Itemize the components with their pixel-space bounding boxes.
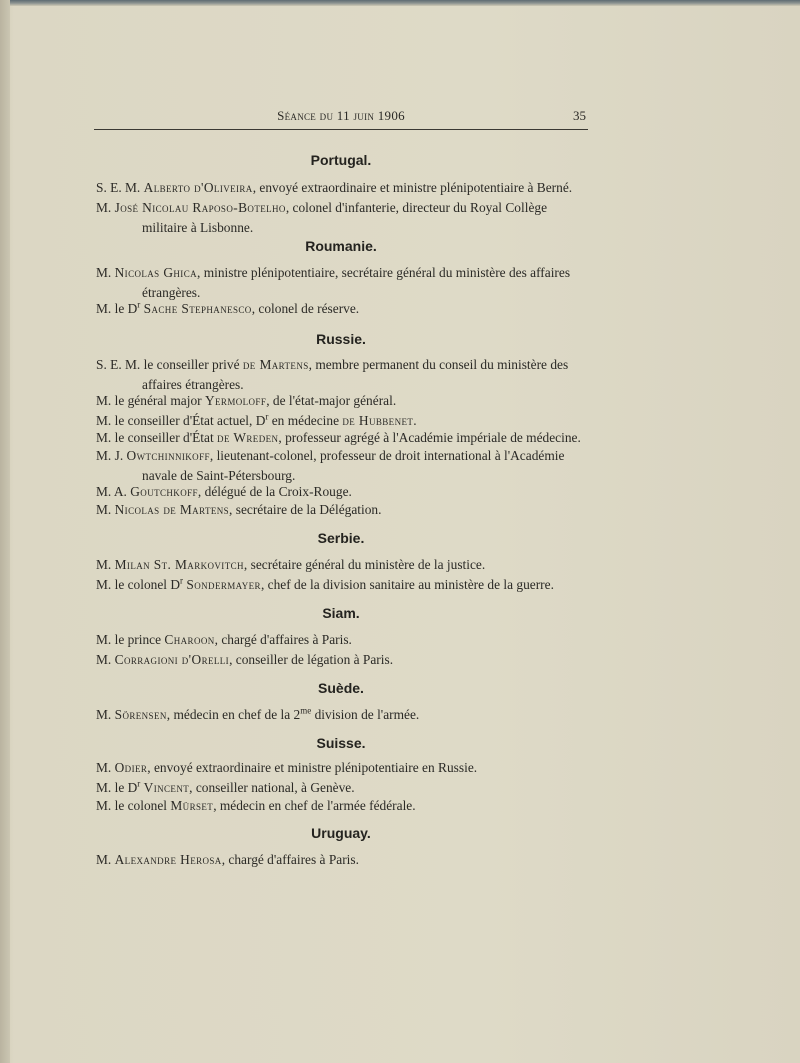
entry-continuation: militaire à Lisbonne. <box>142 220 254 235</box>
page-top-edge <box>0 0 800 6</box>
delegate-name: de Hubbenet <box>342 413 414 428</box>
delegate-entry <box>96 796 606 816</box>
entry-text: , professeur agrégé à l'Académie impériale de médecine. <box>278 430 581 445</box>
entry-text: M. le D <box>96 780 138 795</box>
entry-text: , envoyé extraordinaire et ministre plénipotentiaire en Russie. <box>147 760 478 775</box>
delegate-name: Goutchkoff <box>130 484 198 499</box>
delegate-name: Mürset <box>170 798 214 813</box>
delegate-entry <box>96 178 606 198</box>
entry-text: , chargé d'affaires à Paris. <box>214 632 352 647</box>
entry-text: M. <box>96 852 115 867</box>
entry-text: M. A. <box>96 484 131 499</box>
delegate-name: Alberto d'Oliveira <box>143 180 253 195</box>
delegate-name: Yermoloff <box>204 393 267 408</box>
section-title: Portugal. <box>310 152 372 168</box>
delegate-name: Owtchinnikoff <box>126 448 210 463</box>
entry-text: , chargé d'affaires à Paris. <box>221 852 359 867</box>
running-head <box>94 108 588 126</box>
delegate-entry <box>96 355 606 395</box>
entry-continuation: affaires étrangères. <box>142 377 244 392</box>
delegate-entry <box>96 500 606 520</box>
entry-text: . <box>413 413 417 428</box>
delegate-entry <box>96 778 606 798</box>
section-title: Russie. <box>316 331 366 347</box>
delegate-name: Alexandre Herosa <box>114 852 222 867</box>
delegate-name: José Nicolau Raposo-Botelho <box>114 200 286 215</box>
delegate-name: Odier <box>114 760 148 775</box>
entry-text: M. le colonel <box>96 798 171 813</box>
entry-text: , délégué de la Croix-Rouge. <box>197 484 352 499</box>
entry-text: , secrétaire général du ministère de la justice. <box>243 557 486 572</box>
entry-text: , colonel de réserve. <box>251 301 360 316</box>
entry-text: M. <box>96 200 115 215</box>
delegate-entry <box>96 705 606 725</box>
delegate-entry <box>96 299 606 319</box>
delegate-name: Sondermayer <box>186 577 261 592</box>
delegate-name: Nicolas de Martens <box>114 502 230 517</box>
delegate-name: Sache Stephanesco <box>143 301 252 316</box>
entry-text: , ministre plénipotentiaire, secrétaire général du ministère des affaires <box>197 265 571 280</box>
entry-text: M. <box>96 557 115 572</box>
delegate-entry <box>96 630 606 650</box>
entry-text: M. le D <box>96 301 138 316</box>
binding-edge <box>0 0 10 1063</box>
entry-text: , conseiller de légation à Paris. <box>229 652 394 667</box>
entry-text: division de l'armée. <box>311 707 420 722</box>
section-title: Siam. <box>322 605 360 621</box>
delegate-entry <box>96 446 606 486</box>
section-title: Suisse. <box>316 735 366 751</box>
superscript: r <box>137 299 141 310</box>
delegate-name: Nicolas Ghica <box>114 265 197 280</box>
entry-continuation: étrangères. <box>142 285 201 300</box>
entry-text: , lieutenant-colonel, professeur de droit international à l'Académie <box>209 448 565 463</box>
entry-text: , médecin en chef de l'armée fédérale. <box>213 798 416 813</box>
delegate-entry <box>96 758 606 778</box>
entry-text: , médecin en chef de la 2 <box>166 707 301 722</box>
entry-text: M. le général major <box>96 393 205 408</box>
delegate-entry <box>96 391 606 411</box>
entry-text: , chef de la division sanitaire au ministère de la guerre. <box>260 577 554 592</box>
delegate-entry <box>96 428 606 448</box>
entry-text: S. E. M. <box>96 180 144 195</box>
delegate-name: Corragioni d'Orelli <box>114 652 230 667</box>
entry-text: M. <box>96 707 115 722</box>
entry-text: M. <box>96 502 115 517</box>
entry-text: M. le prince <box>96 632 165 647</box>
delegate-name: Milan St. Markovitch <box>114 557 244 572</box>
delegate-name: Sörensen <box>114 707 167 722</box>
section-title: Uruguay. <box>311 825 371 841</box>
entry-text: , envoyé extraordinaire et ministre plénipotentiaire à Berné. <box>252 180 573 195</box>
delegate-name: de Wreden <box>217 430 279 445</box>
section-title: Suède. <box>318 680 364 696</box>
superscript: r <box>180 575 184 586</box>
header-rule <box>94 129 588 130</box>
entry-text: en médecine <box>268 413 343 428</box>
section-title: Roumanie. <box>305 238 377 254</box>
superscript: r <box>265 411 269 422</box>
superscript: me <box>300 705 312 716</box>
entry-text: M. le conseiller d'État <box>96 430 218 445</box>
entry-text: M. le conseiller d'État actuel, D <box>96 413 266 428</box>
running-title: Séance du 11 juin 1906 <box>277 108 405 123</box>
entry-text: , membre permanent du conseil du ministère des <box>308 357 569 372</box>
entry-text: S. E. M. le conseiller privé <box>96 357 243 372</box>
delegate-entry <box>96 482 606 502</box>
delegate-entry <box>96 575 606 595</box>
delegate-entry <box>96 263 606 303</box>
entry-text: M. <box>96 652 115 667</box>
delegate-entry <box>96 850 606 870</box>
entry-text: , colonel d'infanterie, directeur du Royal Collège <box>285 200 548 215</box>
delegate-name: de Martens <box>242 357 309 372</box>
page-number: 35 <box>573 108 586 123</box>
entry-text: , secrétaire de la Délégation. <box>229 502 382 517</box>
superscript: r <box>137 778 141 789</box>
entry-text: , de l'état-major général. <box>266 393 397 408</box>
delegate-entry <box>96 198 606 238</box>
delegate-name: Charoon <box>164 632 215 647</box>
delegate-name: Vincent <box>143 780 190 795</box>
entry-continuation: navale de Saint-Pétersbourg. <box>142 468 296 483</box>
entry-text: M. le colonel D <box>96 577 181 592</box>
section-title: Serbie. <box>317 530 365 546</box>
delegate-entry <box>96 650 606 670</box>
entry-text: , conseiller national, à Genève. <box>189 780 355 795</box>
entry-text: M. <box>96 760 115 775</box>
entry-text: M. <box>96 265 115 280</box>
delegate-entry <box>96 555 606 575</box>
entry-text: M. J. <box>96 448 127 463</box>
